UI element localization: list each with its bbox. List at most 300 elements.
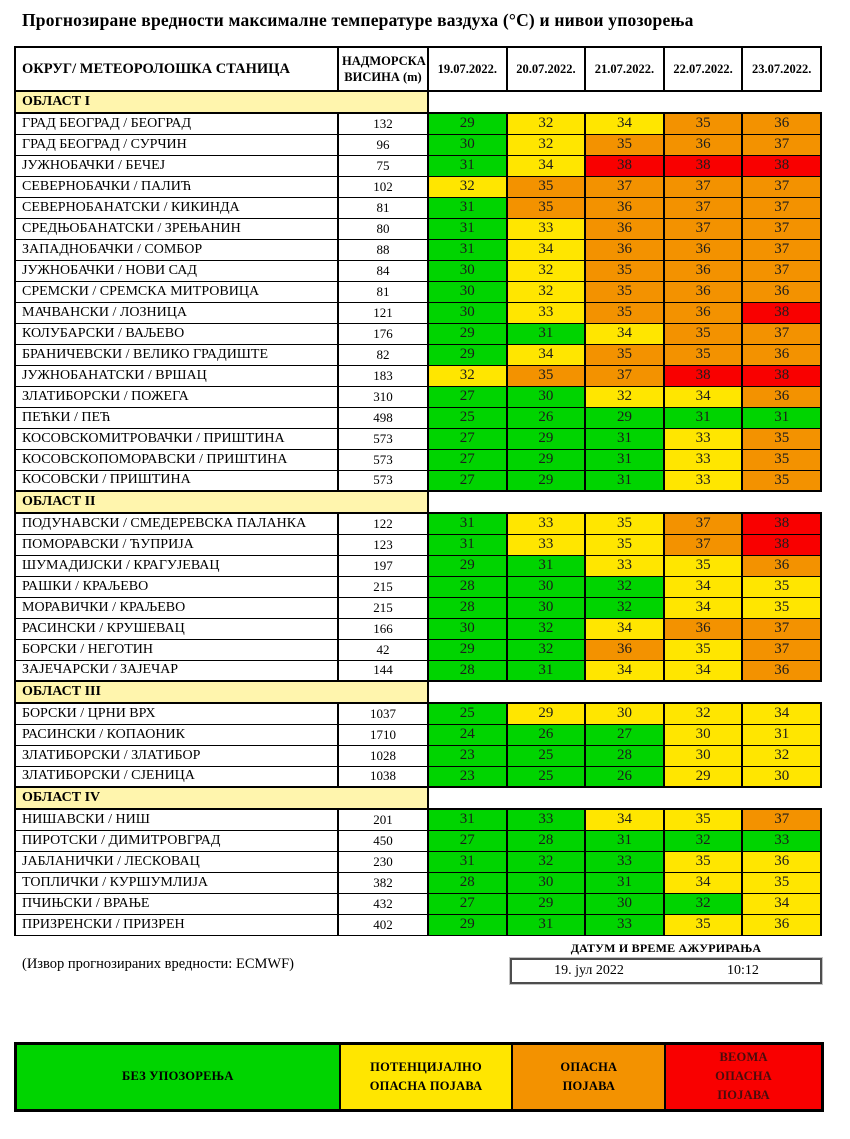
temperature-cell: 35 bbox=[585, 344, 664, 365]
temperature-cell: 32 bbox=[585, 597, 664, 618]
station-name-cell: ПРИЗРЕНСКИ / ПРИЗРЕН bbox=[15, 914, 338, 935]
temperature-cell: 32 bbox=[507, 639, 586, 660]
temperature-cell: 31 bbox=[428, 197, 507, 218]
station-name-cell: ГРАД БЕОГРАД / БЕОГРАД bbox=[15, 113, 338, 134]
temperature-cell: 28 bbox=[507, 830, 586, 851]
temperature-cell: 36 bbox=[742, 344, 821, 365]
altitude-cell: 122 bbox=[338, 513, 428, 534]
temperature-cell: 35 bbox=[742, 576, 821, 597]
table-footer bbox=[14, 941, 822, 984]
temperature-cell: 30 bbox=[507, 386, 586, 407]
temperature-cell: 37 bbox=[742, 323, 821, 344]
temperature-cell: 34 bbox=[585, 618, 664, 639]
station-row bbox=[15, 470, 821, 491]
altitude-cell: 573 bbox=[338, 449, 428, 470]
temperature-cell: 30 bbox=[507, 597, 586, 618]
altitude-cell: 573 bbox=[338, 470, 428, 491]
section-date-cell bbox=[585, 681, 664, 703]
temperature-cell: 35 bbox=[742, 470, 821, 491]
temperature-cell: 35 bbox=[585, 260, 664, 281]
altitude-cell: 1038 bbox=[338, 766, 428, 787]
temperature-cell: 23 bbox=[428, 766, 507, 787]
altitude-cell: 310 bbox=[338, 386, 428, 407]
station-name-cell: СЕВЕРНОБАНАТСКИ / КИКИНДА bbox=[15, 197, 338, 218]
temperature-cell: 35 bbox=[742, 428, 821, 449]
station-row bbox=[15, 809, 821, 830]
station-row bbox=[15, 428, 821, 449]
temperature-cell: 37 bbox=[742, 260, 821, 281]
temperature-cell: 28 bbox=[428, 660, 507, 681]
temperature-cell: 30 bbox=[428, 618, 507, 639]
temperature-cell: 34 bbox=[507, 239, 586, 260]
temperature-cell: 37 bbox=[742, 218, 821, 239]
altitude-cell: 432 bbox=[338, 893, 428, 914]
temperature-cell: 34 bbox=[585, 660, 664, 681]
station-row bbox=[15, 113, 821, 134]
temperature-cell: 34 bbox=[585, 809, 664, 830]
temperature-cell: 37 bbox=[664, 176, 743, 197]
station-name-cell: ЈУЖНОБАЧКИ / НОВИ САД bbox=[15, 260, 338, 281]
altitude-cell: 75 bbox=[338, 155, 428, 176]
station-name-cell: КОСОВСКОМИТРОВАЧКИ / ПРИШТИНА bbox=[15, 428, 338, 449]
station-row bbox=[15, 766, 821, 787]
temperature-cell: 29 bbox=[428, 914, 507, 935]
temperature-cell: 34 bbox=[585, 113, 664, 134]
station-name-cell: БОРСКИ / ЦРНИ ВРХ bbox=[15, 703, 338, 724]
temperature-cell: 29 bbox=[428, 639, 507, 660]
station-row bbox=[15, 260, 821, 281]
station-name-cell: НИШАВСКИ / НИШ bbox=[15, 809, 338, 830]
altitude-cell: 80 bbox=[338, 218, 428, 239]
temperature-cell: 33 bbox=[664, 428, 743, 449]
temperature-cell: 35 bbox=[664, 639, 743, 660]
temperature-cell: 35 bbox=[507, 197, 586, 218]
temperature-cell: 36 bbox=[742, 914, 821, 935]
temperature-cell: 37 bbox=[742, 176, 821, 197]
temperature-cell: 37 bbox=[585, 365, 664, 386]
temperature-cell: 31 bbox=[428, 218, 507, 239]
section-header-row bbox=[15, 491, 821, 513]
temperature-cell: 32 bbox=[664, 703, 743, 724]
station-row bbox=[15, 703, 821, 724]
altitude-cell: 121 bbox=[338, 302, 428, 323]
section-date-cell bbox=[428, 91, 507, 113]
temperature-cell: 31 bbox=[507, 323, 586, 344]
station-name-cell: ПЕЋКИ / ПЕЋ bbox=[15, 407, 338, 428]
temperature-cell: 29 bbox=[507, 470, 586, 491]
station-row bbox=[15, 365, 821, 386]
altitude-cell: 498 bbox=[338, 407, 428, 428]
station-name-cell: РАСИНСКИ / КРУШЕВАЦ bbox=[15, 618, 338, 639]
legend-item: БЕЗ УПОЗОРЕЊА bbox=[17, 1045, 339, 1109]
section-date-cell bbox=[585, 787, 664, 809]
temperature-cell: 34 bbox=[664, 386, 743, 407]
station-row bbox=[15, 914, 821, 935]
altitude-cell: 88 bbox=[338, 239, 428, 260]
station-name-cell: КОСОВСКИ / ПРИШТИНА bbox=[15, 470, 338, 491]
altitude-cell: 402 bbox=[338, 914, 428, 935]
station-name-cell: БОРСКИ / НЕГОТИН bbox=[15, 639, 338, 660]
station-row bbox=[15, 576, 821, 597]
station-row bbox=[15, 660, 821, 681]
station-row bbox=[15, 407, 821, 428]
station-name-cell: БРАНИЧЕВСКИ / ВЕЛИКО ГРАДИШТЕ bbox=[15, 344, 338, 365]
update-time: 10:12 bbox=[727, 962, 759, 978]
temperature-cell: 36 bbox=[585, 639, 664, 660]
section-date-cell bbox=[428, 491, 507, 513]
temperature-cell: 34 bbox=[507, 344, 586, 365]
temperature-cell: 32 bbox=[507, 134, 586, 155]
temperature-cell: 37 bbox=[742, 134, 821, 155]
station-row bbox=[15, 555, 821, 576]
temperature-cell: 32 bbox=[507, 113, 586, 134]
section-date-cell bbox=[507, 681, 586, 703]
header-altitude-column: НАДМОРСКА ВИСИНА (m) bbox=[338, 47, 428, 91]
temperature-cell: 36 bbox=[742, 851, 821, 872]
temperature-cell: 33 bbox=[585, 914, 664, 935]
temperature-cell: 27 bbox=[428, 470, 507, 491]
temperature-cell: 35 bbox=[664, 344, 743, 365]
temperature-cell: 30 bbox=[428, 260, 507, 281]
temperature-cell: 37 bbox=[742, 239, 821, 260]
temperature-cell: 34 bbox=[585, 323, 664, 344]
station-name-cell: РАШКИ / КРАЉЕВО bbox=[15, 576, 338, 597]
temperature-cell: 37 bbox=[664, 513, 743, 534]
temperature-cell: 34 bbox=[664, 660, 743, 681]
station-name-cell: ЗАЈЕЧАРСКИ / ЗАЈЕЧАР bbox=[15, 660, 338, 681]
section-label: ОБЛАСТ IV bbox=[15, 787, 428, 809]
temperature-cell: 27 bbox=[428, 386, 507, 407]
station-row bbox=[15, 830, 821, 851]
temperature-cell: 32 bbox=[428, 176, 507, 197]
header-date-column: 23.07.2022. bbox=[742, 47, 821, 91]
temperature-cell: 23 bbox=[428, 745, 507, 766]
station-row bbox=[15, 449, 821, 470]
temperature-cell: 38 bbox=[664, 155, 743, 176]
temperature-cell: 30 bbox=[428, 134, 507, 155]
temperature-cell: 31 bbox=[664, 407, 743, 428]
temperature-cell: 31 bbox=[428, 513, 507, 534]
temperature-cell: 31 bbox=[428, 239, 507, 260]
temperature-cell: 32 bbox=[664, 830, 743, 851]
temperature-cell: 36 bbox=[742, 386, 821, 407]
temperature-cell: 35 bbox=[585, 513, 664, 534]
section-date-cell bbox=[664, 681, 743, 703]
temperature-cell: 35 bbox=[664, 809, 743, 830]
header-date-column: 22.07.2022. bbox=[664, 47, 743, 91]
temperature-cell: 36 bbox=[742, 555, 821, 576]
temperature-cell: 32 bbox=[428, 365, 507, 386]
altitude-cell: 197 bbox=[338, 555, 428, 576]
temperature-cell: 36 bbox=[742, 281, 821, 302]
altitude-cell: 215 bbox=[338, 597, 428, 618]
temperature-cell: 30 bbox=[428, 281, 507, 302]
station-name-cell: КОЛУБАРСКИ / ВАЉЕВО bbox=[15, 323, 338, 344]
header-date-column: 20.07.2022. bbox=[507, 47, 586, 91]
temperature-cell: 33 bbox=[507, 218, 586, 239]
temperature-cell: 25 bbox=[507, 766, 586, 787]
section-date-cell bbox=[428, 787, 507, 809]
altitude-cell: 82 bbox=[338, 344, 428, 365]
temperature-cell: 33 bbox=[507, 302, 586, 323]
section-date-cell bbox=[742, 491, 821, 513]
temperature-cell: 35 bbox=[664, 851, 743, 872]
station-name-cell: ЗЛАТИБОРСКИ / ПОЖЕГА bbox=[15, 386, 338, 407]
temperature-cell: 30 bbox=[507, 872, 586, 893]
altitude-cell: 123 bbox=[338, 534, 428, 555]
header-date-column: 19.07.2022. bbox=[428, 47, 507, 91]
station-name-cell: ПОДУНАВСКИ / СМЕДЕРЕВСКА ПАЛАНКА bbox=[15, 513, 338, 534]
temperature-cell: 37 bbox=[664, 534, 743, 555]
station-name-cell: ЗЛАТИБОРСКИ / ЗЛАТИБОР bbox=[15, 745, 338, 766]
temperature-cell: 28 bbox=[428, 576, 507, 597]
section-header-row bbox=[15, 787, 821, 809]
altitude-cell: 96 bbox=[338, 134, 428, 155]
temperature-cell: 36 bbox=[664, 302, 743, 323]
station-row bbox=[15, 323, 821, 344]
station-name-cell: ЗЛАТИБОРСКИ / СЈЕНИЦА bbox=[15, 766, 338, 787]
temperature-cell: 36 bbox=[585, 197, 664, 218]
station-name-cell: ЈАБЛАНИЧКИ / ЛЕСКОВАЦ bbox=[15, 851, 338, 872]
temperature-cell: 37 bbox=[742, 197, 821, 218]
temperature-cell: 34 bbox=[664, 576, 743, 597]
station-row bbox=[15, 386, 821, 407]
temperature-cell: 30 bbox=[664, 745, 743, 766]
temperature-cell: 31 bbox=[742, 407, 821, 428]
temperature-cell: 31 bbox=[585, 470, 664, 491]
station-name-cell: ТОПЛИЧКИ / КУРШУМЛИЈА bbox=[15, 872, 338, 893]
temperature-cell: 31 bbox=[585, 428, 664, 449]
temperature-cell: 38 bbox=[664, 365, 743, 386]
temperature-cell: 37 bbox=[742, 809, 821, 830]
temperature-cell: 31 bbox=[507, 555, 586, 576]
legend-item: ПОТЕНЦИЈАЛНО ОПАСНА ПОЈАВА bbox=[339, 1045, 512, 1109]
temperature-cell: 27 bbox=[428, 893, 507, 914]
temperature-cell: 31 bbox=[428, 809, 507, 830]
temperature-cell: 30 bbox=[664, 724, 743, 745]
altitude-cell: 183 bbox=[338, 365, 428, 386]
temperature-cell: 25 bbox=[507, 745, 586, 766]
temperature-cell: 31 bbox=[585, 830, 664, 851]
temperature-cell: 36 bbox=[664, 239, 743, 260]
temperature-cell: 36 bbox=[664, 260, 743, 281]
temperature-cell: 29 bbox=[428, 113, 507, 134]
section-date-cell bbox=[742, 91, 821, 113]
temperature-cell: 36 bbox=[664, 618, 743, 639]
section-date-cell bbox=[585, 491, 664, 513]
temperature-cell: 29 bbox=[585, 407, 664, 428]
altitude-cell: 144 bbox=[338, 660, 428, 681]
temperature-cell: 37 bbox=[742, 639, 821, 660]
altitude-cell: 102 bbox=[338, 176, 428, 197]
legend-item: ВЕОМА ОПАСНА ПОЈАВА bbox=[664, 1045, 821, 1109]
temperature-cell: 32 bbox=[507, 851, 586, 872]
temperature-cell: 36 bbox=[664, 134, 743, 155]
temperature-cell: 31 bbox=[428, 534, 507, 555]
temperature-cell: 32 bbox=[507, 260, 586, 281]
station-name-cell: МАЧВАНСКИ / ЛОЗНИЦА bbox=[15, 302, 338, 323]
station-name-cell: ШУМАДИЈСКИ / КРАГУЈЕВАЦ bbox=[15, 555, 338, 576]
station-row bbox=[15, 218, 821, 239]
section-date-cell bbox=[742, 787, 821, 809]
header-station-column: ОКРУГ/ МЕТЕОРОЛОШКА СТАНИЦА bbox=[15, 47, 338, 91]
temperature-cell: 35 bbox=[664, 323, 743, 344]
altitude-cell: 573 bbox=[338, 428, 428, 449]
temperature-cell: 37 bbox=[664, 218, 743, 239]
altitude-cell: 230 bbox=[338, 851, 428, 872]
temperature-cell: 30 bbox=[742, 766, 821, 787]
temperature-cell: 33 bbox=[664, 470, 743, 491]
temperature-cell: 27 bbox=[428, 428, 507, 449]
temperature-cell: 35 bbox=[585, 534, 664, 555]
station-name-cell: СРЕМСКИ / СРЕМСКА МИТРОВИЦА bbox=[15, 281, 338, 302]
temperature-cell: 35 bbox=[742, 449, 821, 470]
update-date: 19. јул 2022 bbox=[554, 962, 624, 978]
temperature-cell: 29 bbox=[428, 555, 507, 576]
station-row bbox=[15, 893, 821, 914]
station-row bbox=[15, 851, 821, 872]
temperature-cell: 34 bbox=[742, 703, 821, 724]
temperature-cell: 35 bbox=[585, 134, 664, 155]
temperature-cell: 29 bbox=[507, 703, 586, 724]
section-label: ОБЛАСТ I bbox=[15, 91, 428, 113]
temperature-cell: 28 bbox=[428, 597, 507, 618]
station-name-cell: СЕВЕРНОБАЧКИ / ПАЛИЋ bbox=[15, 176, 338, 197]
temperature-cell: 33 bbox=[585, 851, 664, 872]
temperature-cell: 35 bbox=[507, 176, 586, 197]
temperature-cell: 29 bbox=[507, 428, 586, 449]
section-date-cell bbox=[507, 491, 586, 513]
temperature-cell: 27 bbox=[428, 830, 507, 851]
section-date-cell bbox=[428, 681, 507, 703]
section-date-cell bbox=[507, 787, 586, 809]
warning-level-legend bbox=[14, 1042, 824, 1112]
altitude-cell: 1028 bbox=[338, 745, 428, 766]
section-date-cell bbox=[664, 491, 743, 513]
section-label: ОБЛАСТ III bbox=[15, 681, 428, 703]
section-date-cell bbox=[742, 681, 821, 703]
temperature-cell: 29 bbox=[507, 893, 586, 914]
temperature-cell: 36 bbox=[742, 113, 821, 134]
station-name-cell: ЈУЖНОБАНАТСКИ / ВРШАЦ bbox=[15, 365, 338, 386]
temperature-cell: 32 bbox=[585, 576, 664, 597]
temperature-cell: 34 bbox=[742, 893, 821, 914]
temperature-forecast-table bbox=[14, 46, 822, 936]
temperature-cell: 35 bbox=[507, 365, 586, 386]
temperature-cell: 30 bbox=[585, 893, 664, 914]
station-name-cell: РАСИНСКИ / КОПАОНИК bbox=[15, 724, 338, 745]
temperature-cell: 37 bbox=[664, 197, 743, 218]
station-row bbox=[15, 618, 821, 639]
altitude-cell: 42 bbox=[338, 639, 428, 660]
altitude-cell: 1710 bbox=[338, 724, 428, 745]
temperature-cell: 31 bbox=[507, 660, 586, 681]
update-info bbox=[510, 941, 822, 984]
section-date-cell bbox=[585, 91, 664, 113]
temperature-cell: 38 bbox=[742, 302, 821, 323]
update-label: ДАТУМ И ВРЕМЕ АЖУРИРАЊА bbox=[570, 940, 762, 955]
temperature-cell: 34 bbox=[507, 155, 586, 176]
legend-item: ОПАСНА ПОЈАВА bbox=[511, 1045, 664, 1109]
altitude-cell: 1037 bbox=[338, 703, 428, 724]
temperature-cell: 34 bbox=[664, 872, 743, 893]
temperature-cell: 35 bbox=[585, 281, 664, 302]
temperature-cell: 33 bbox=[742, 830, 821, 851]
station-row bbox=[15, 745, 821, 766]
altitude-cell: 201 bbox=[338, 809, 428, 830]
temperature-cell: 38 bbox=[742, 365, 821, 386]
table-header-row bbox=[15, 47, 821, 91]
temperature-cell: 33 bbox=[507, 809, 586, 830]
temperature-cell: 35 bbox=[742, 872, 821, 893]
altitude-cell: 382 bbox=[338, 872, 428, 893]
altitude-cell: 81 bbox=[338, 281, 428, 302]
section-header-row bbox=[15, 681, 821, 703]
station-name-cell: ГРАД БЕОГРАД / СУРЧИН bbox=[15, 134, 338, 155]
update-box bbox=[510, 958, 822, 984]
temperature-cell: 25 bbox=[428, 407, 507, 428]
station-row bbox=[15, 239, 821, 260]
temperature-cell: 29 bbox=[507, 449, 586, 470]
temperature-cell: 38 bbox=[742, 155, 821, 176]
temperature-cell: 35 bbox=[664, 914, 743, 935]
station-row bbox=[15, 724, 821, 745]
header-date-column: 21.07.2022. bbox=[585, 47, 664, 91]
temperature-cell: 36 bbox=[664, 281, 743, 302]
temperature-cell: 32 bbox=[507, 281, 586, 302]
temperature-cell: 28 bbox=[428, 872, 507, 893]
altitude-cell: 215 bbox=[338, 576, 428, 597]
temperature-cell: 29 bbox=[428, 344, 507, 365]
section-date-cell bbox=[664, 91, 743, 113]
station-name-cell: ЗАПАДНОБАЧКИ / СОМБОР bbox=[15, 239, 338, 260]
temperature-cell: 26 bbox=[507, 724, 586, 745]
temperature-cell: 31 bbox=[742, 724, 821, 745]
temperature-cell: 32 bbox=[507, 618, 586, 639]
temperature-cell: 33 bbox=[585, 555, 664, 576]
section-header-row bbox=[15, 91, 821, 113]
altitude-cell: 176 bbox=[338, 323, 428, 344]
station-row bbox=[15, 597, 821, 618]
temperature-cell: 37 bbox=[585, 176, 664, 197]
temperature-cell: 27 bbox=[428, 449, 507, 470]
temperature-cell: 29 bbox=[428, 323, 507, 344]
temperature-cell: 28 bbox=[585, 745, 664, 766]
temperature-cell: 30 bbox=[507, 576, 586, 597]
station-row bbox=[15, 534, 821, 555]
station-row bbox=[15, 639, 821, 660]
altitude-cell: 132 bbox=[338, 113, 428, 134]
station-row bbox=[15, 281, 821, 302]
station-row bbox=[15, 176, 821, 197]
station-row bbox=[15, 872, 821, 893]
station-row bbox=[15, 134, 821, 155]
station-row bbox=[15, 197, 821, 218]
station-row bbox=[15, 302, 821, 323]
temperature-cell: 26 bbox=[507, 407, 586, 428]
temperature-cell: 30 bbox=[428, 302, 507, 323]
temperature-cell: 27 bbox=[585, 724, 664, 745]
station-name-cell: ЈУЖНОБАЧКИ / БЕЧЕЈ bbox=[15, 155, 338, 176]
temperature-cell: 25 bbox=[428, 703, 507, 724]
temperature-cell: 38 bbox=[742, 513, 821, 534]
source-note: (Извор прогнозираних вредности: ECMWF) bbox=[22, 955, 294, 972]
temperature-cell: 26 bbox=[585, 766, 664, 787]
page-title: Прогнозиране вредности максималне температуре ваздуха (°С) и нивои упозорења bbox=[22, 10, 694, 30]
temperature-cell: 31 bbox=[428, 851, 507, 872]
altitude-cell: 450 bbox=[338, 830, 428, 851]
section-date-cell bbox=[664, 787, 743, 809]
